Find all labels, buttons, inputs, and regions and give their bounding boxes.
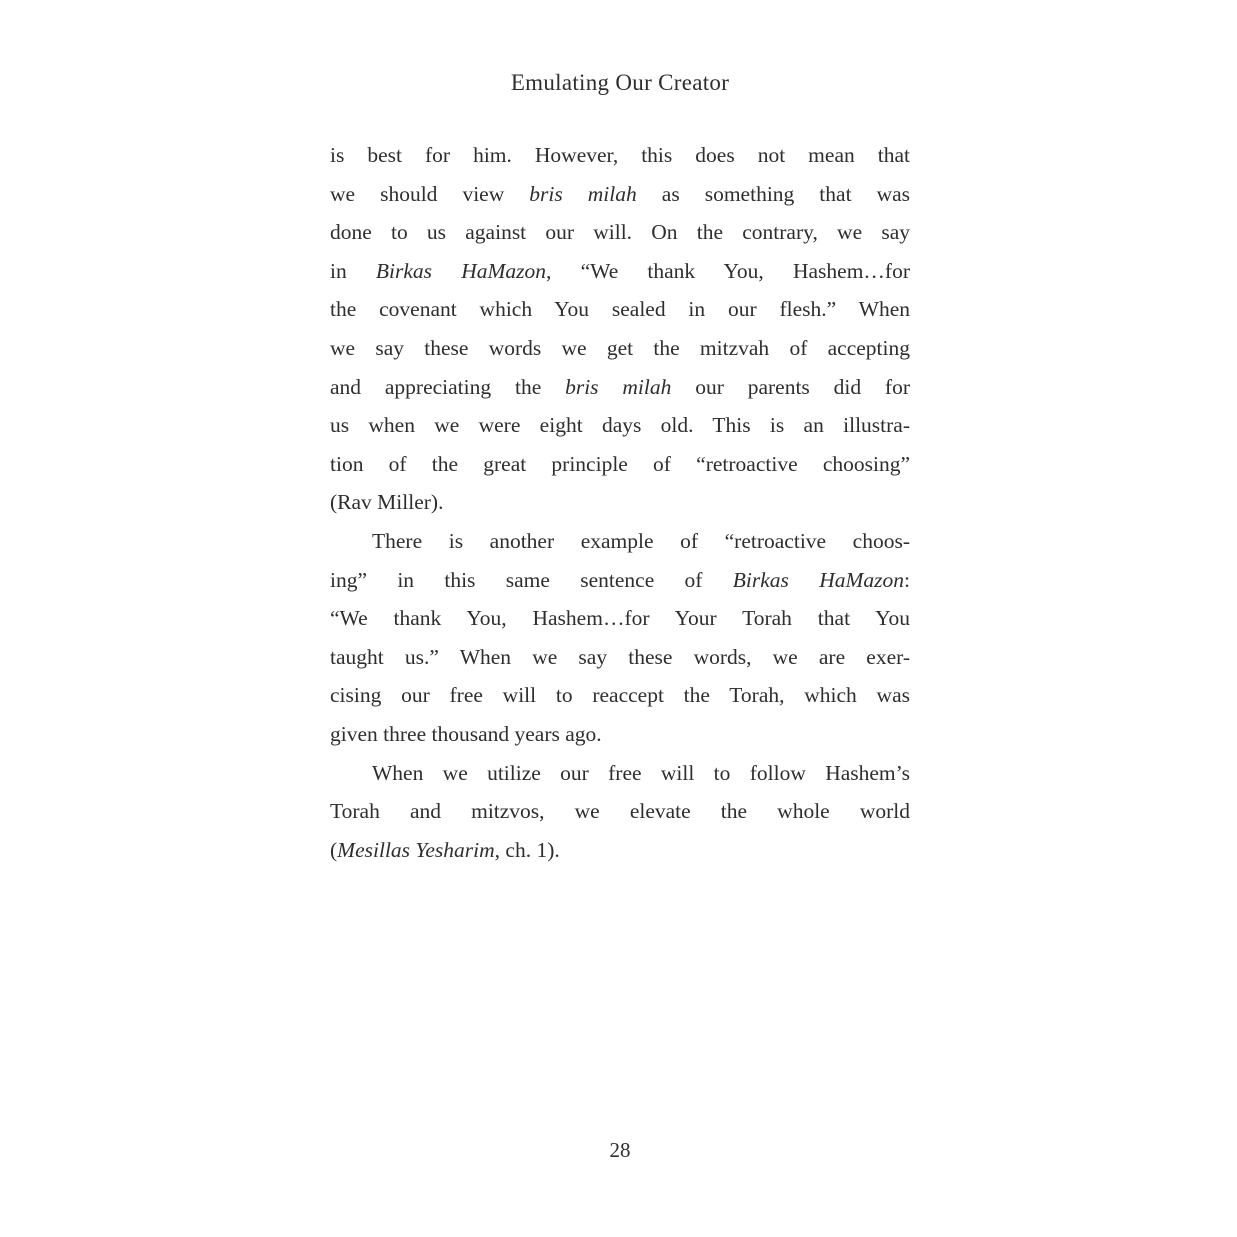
text-line bbox=[330, 754, 910, 793]
text-line bbox=[330, 792, 910, 831]
italic-text-segment: Birkas HaMazon bbox=[732, 567, 905, 592]
body-text-block bbox=[330, 136, 910, 869]
text-segment: and appreciating the bbox=[330, 374, 566, 399]
text-line bbox=[330, 676, 910, 715]
text-segment: us when we were eight days old. This is an illustra- bbox=[330, 413, 910, 438]
text-segment: we say these words we get the mitzvah of accepting bbox=[330, 335, 910, 360]
text-line bbox=[330, 368, 910, 407]
text-line bbox=[330, 213, 910, 252]
text-line bbox=[330, 522, 910, 561]
text-segment: in bbox=[330, 258, 376, 283]
text-segment: There is another example of “retroactive choos- bbox=[372, 528, 910, 553]
text-segment: “We thank You, Hashem…for Your Torah that You bbox=[330, 606, 910, 631]
text-segment: is best for him. However, this does not mean that bbox=[330, 143, 910, 167]
text-segment: the covenant which You sealed in our flesh.” When bbox=[330, 297, 910, 322]
text-segment: taught us.” When we say these words, we are exer- bbox=[330, 644, 910, 669]
text-segment: : bbox=[904, 567, 910, 592]
text-segment: cising our free will to reaccept the Torah, which was bbox=[330, 683, 910, 708]
text-line bbox=[330, 638, 910, 677]
text-line bbox=[330, 445, 910, 484]
text-segment: ( bbox=[330, 837, 338, 862]
text-segment: done to us against our will. On the contrary, we say bbox=[330, 220, 910, 245]
text-line bbox=[330, 252, 910, 291]
text-segment: as something that was bbox=[636, 181, 911, 206]
text-segment: (Rav Miller). bbox=[330, 490, 444, 515]
text-line bbox=[330, 175, 910, 214]
text-segment: , ch. 1). bbox=[494, 837, 560, 862]
text-line bbox=[330, 715, 910, 754]
text-segment: , “We thank You, Hashem…for bbox=[546, 258, 911, 283]
text-line bbox=[330, 290, 910, 329]
text-segment: our parents did for bbox=[671, 374, 910, 399]
italic-text-segment: bris milah bbox=[565, 374, 672, 399]
text-segment: Torah and mitzvos, we elevate the whole world bbox=[330, 799, 910, 824]
text-line bbox=[330, 561, 910, 600]
text-line bbox=[330, 599, 910, 638]
text-segment: tion of the great principle of “retroactive choosing” bbox=[330, 451, 910, 476]
text-segment: given three thousand years ago. bbox=[330, 721, 602, 746]
text-line bbox=[330, 406, 910, 445]
page-number: 28 bbox=[609, 1138, 631, 1162]
text-segment: When we utilize our free will to follow Hashem’s bbox=[372, 760, 910, 785]
text-line bbox=[330, 831, 910, 870]
text-line bbox=[330, 329, 910, 368]
text-line bbox=[330, 483, 910, 522]
italic-text-segment: bris milah bbox=[529, 181, 637, 206]
text-segment: ing” in this same sentence of bbox=[330, 567, 733, 592]
italic-text-segment: Mesillas Yesharim bbox=[337, 837, 495, 862]
text-line bbox=[330, 136, 910, 175]
text-segment: we should view bbox=[330, 181, 530, 206]
running-header: Emulating Our Creator bbox=[510, 70, 730, 95]
italic-text-segment: Birkas HaMazon bbox=[375, 258, 547, 283]
